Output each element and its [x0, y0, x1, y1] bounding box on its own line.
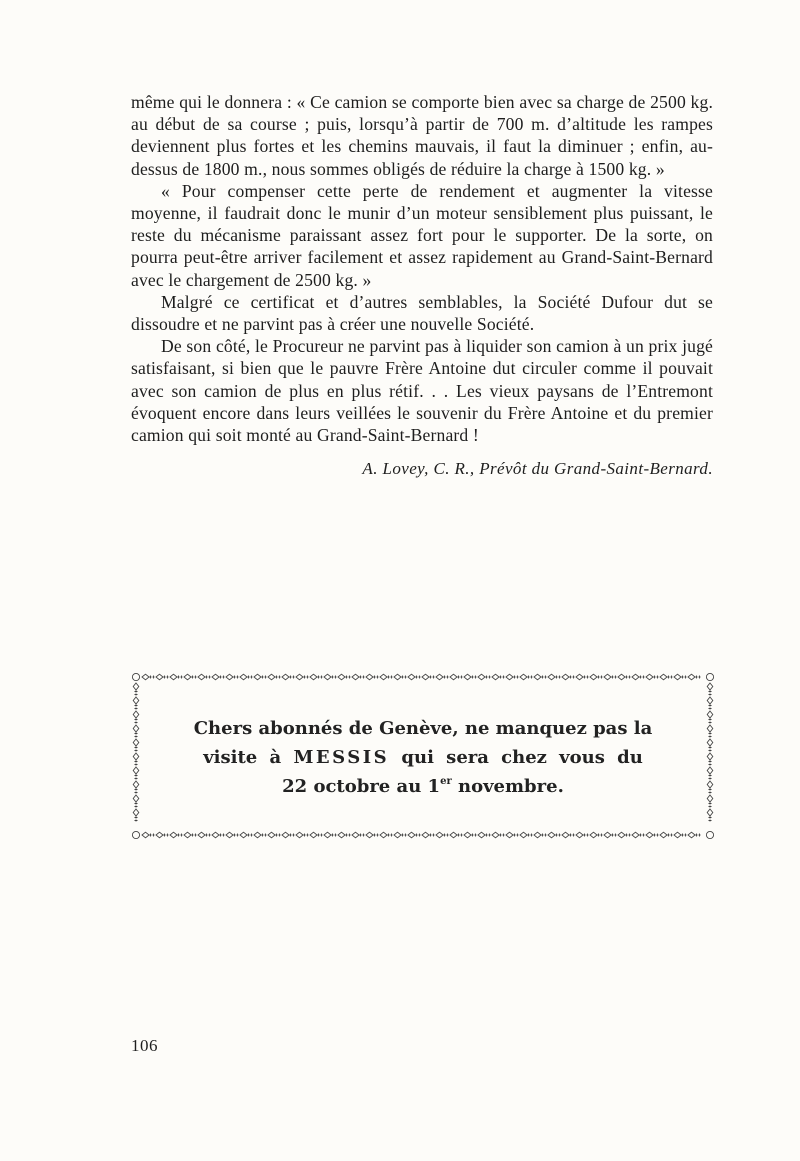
notice-line-3 [171, 772, 675, 801]
author-signature: A. Lovey, C. R., Prévôt du Grand-Saint-Bernard. [362, 459, 713, 479]
paragraph-quote-continued: « Pour compenser cette perte de rendement et augmenter la vitesse moyenne, il faudrait donc le munir d’un moteur sensiblement plus puissant, le reste du mécanisme paraissant assez fort pour le supporter. De la sorte, on pourra peut-être arriver facilement et assez rapidement au Grand-Saint-Bernard avec le chargement de 2500 kg. » [131, 180, 713, 290]
notice-line-2-end: qui sera chez vous du [401, 747, 643, 768]
ordinal-superscript: er [440, 776, 452, 787]
article-text [131, 91, 713, 480]
notice-line-2 [171, 743, 675, 772]
notice-date-start: 22 octobre au 1 [282, 776, 441, 797]
paragraph-quote-end: même qui le donnera : « Ce camion se comporte bien avec sa charge de 2500 kg. au début de sa course ; puis, lorsqu’à partir de 700 m. d’altitude les rampes deviennent plus fortes et les chemins mauvais, il faut la diminuer ; enfin, au-dessus de 1800 m., nous sommes obligés de réduire la charge à 1500 kg. » [131, 92, 713, 179]
subscriber-notice-box [131, 672, 715, 840]
messis-name: MESSIS [293, 747, 390, 768]
paragraph-dissolution: Malgré ce certificat et d’autres semblables, la Société Dufour dut se dissoudre et ne parvint pas à créer une nouvelle Société. [131, 291, 713, 335]
paragraph-procureur: De son côté, le Procureur ne parvint pas à liquider son camion à un prix jugé satisfaisant, si bien que le pauvre Frère Antoine dut circuler comme il pouvait avec son camion de plus en plus rétif. . . Les vieux paysans de l’Entremont évoquent encore dans leurs veillées le souvenir du Frère Antoine et du premier camion qui soit monté au Grand-Saint-Bernard ! [131, 336, 713, 446]
page-number: 106 [131, 1036, 158, 1055]
notice-date-end: novembre. [458, 776, 564, 797]
notice-text [171, 714, 675, 801]
notice-line-2-start: visite à [203, 747, 282, 768]
notice-line-1: Chers abonnés de Genève, ne manquez pas la [193, 718, 653, 739]
